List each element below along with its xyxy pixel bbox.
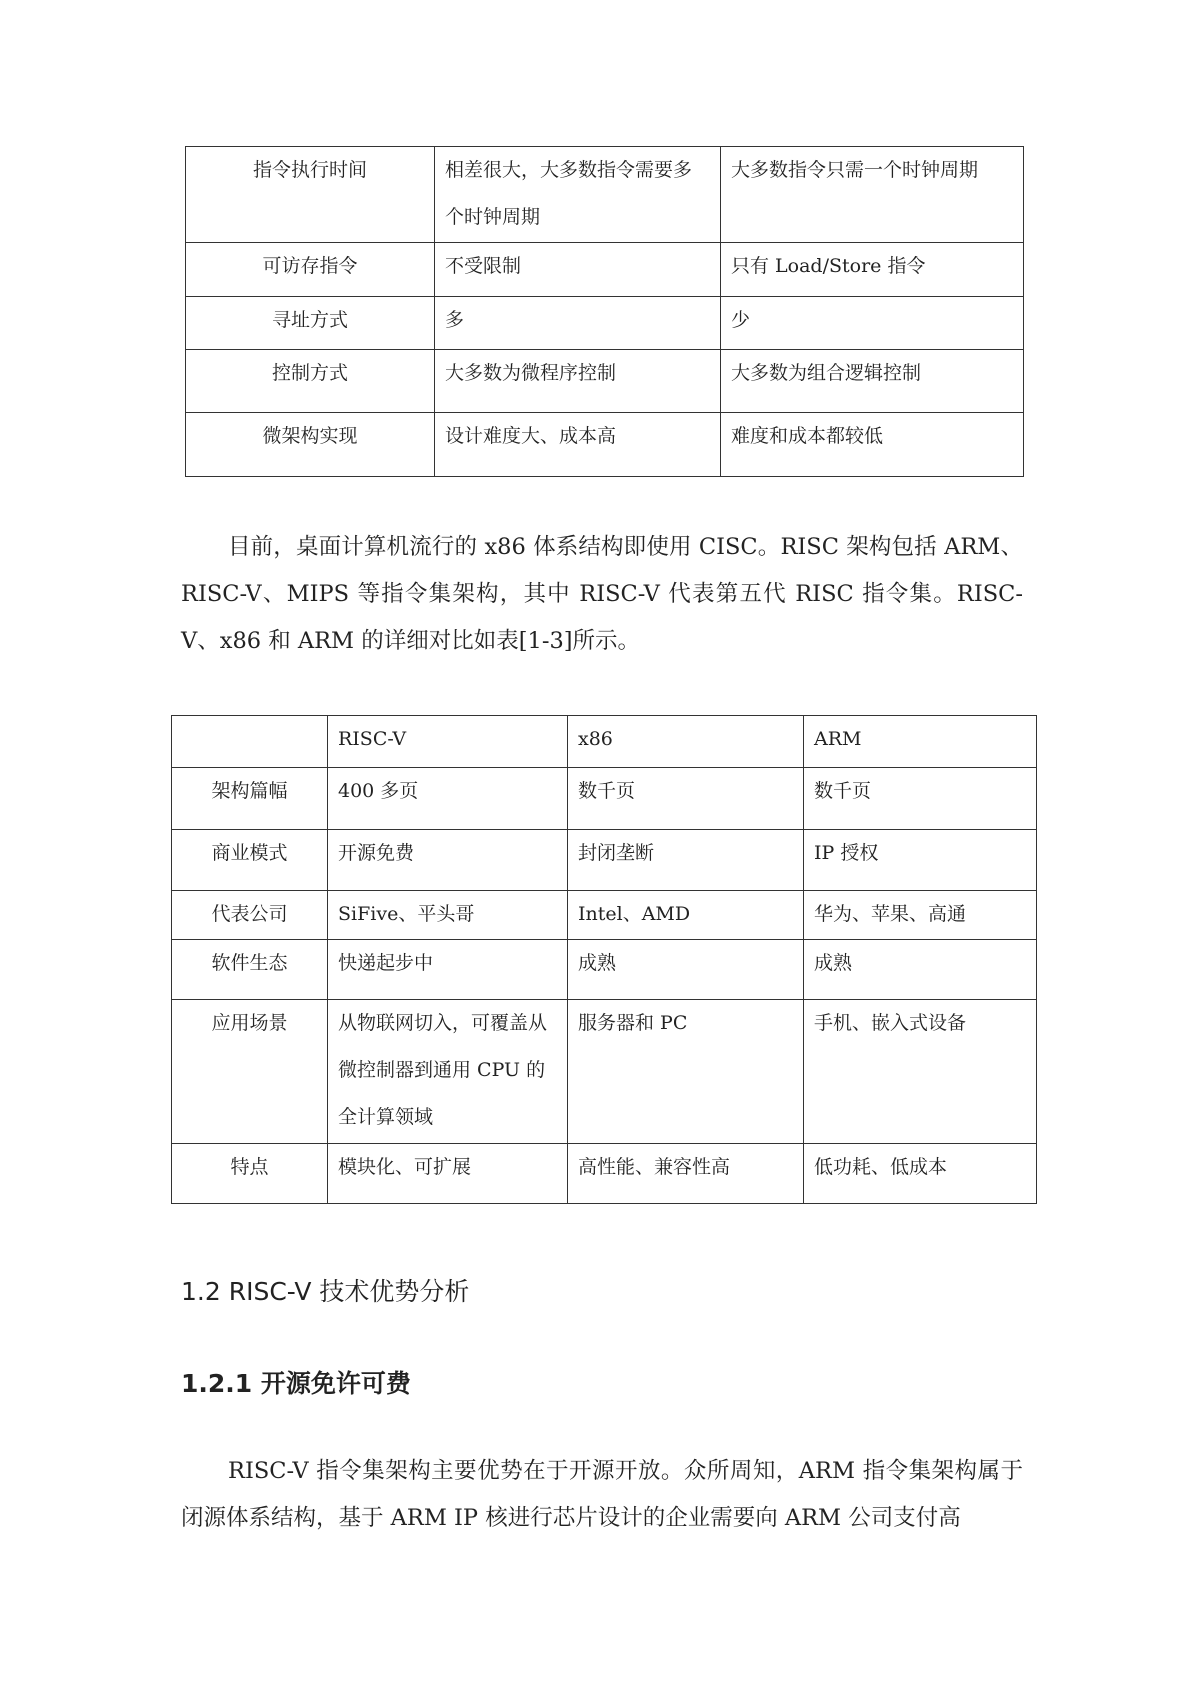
row-label-cell: 可访存指令 <box>186 243 435 297</box>
table-cell: ARM <box>804 716 1037 768</box>
table-row <box>172 1144 1037 1204</box>
row-label-cell: 寻址方式 <box>186 297 435 350</box>
row-label-cell: 架构篇幅 <box>172 768 328 830</box>
row-label-cell: 软件生态 <box>172 940 328 1000</box>
table-cell: 数千页 <box>804 768 1037 830</box>
table-row <box>186 147 1024 243</box>
row-label-cell: 微架构实现 <box>186 413 435 477</box>
table-cell: 相差很大，大多数指令需要多个时钟周期 <box>435 147 721 243</box>
table-cell: x86 <box>568 716 804 768</box>
table-row <box>172 768 1037 830</box>
table-cell: RISC-V <box>328 716 568 768</box>
paragraph-open-source: RISC-V 指令集架构主要优势在于开源开放。众所周知，ARM 指令集架构属于闭源体系结构，基于 ARM IP 核进行芯片设计的企业需要向 ARM 公司支付高 <box>181 1458 1023 1531</box>
table-cell: IP 授权 <box>804 830 1037 891</box>
table-row <box>172 940 1037 1000</box>
table-cell: 数千页 <box>568 768 804 830</box>
table-cell: 多 <box>435 297 721 350</box>
table-row <box>186 243 1024 297</box>
row-label-cell: 代表公司 <box>172 891 328 940</box>
table-cell: 大多数为微程序控制 <box>435 350 721 413</box>
table-cell: 封闭垄断 <box>568 830 804 891</box>
table-cell: 只有 Load/Store 指令 <box>721 243 1024 297</box>
section-heading-1-2-1: 1.2.1 开源免许可费 <box>181 1369 411 1398</box>
table-cell: 成熟 <box>568 940 804 1000</box>
table-cell: 手机、嵌入式设备 <box>804 1000 1037 1144</box>
table-row <box>172 716 1037 768</box>
table-row <box>172 830 1037 891</box>
cisc-risc-comparison-table <box>185 146 1024 477</box>
row-label-cell: 指令执行时间 <box>186 147 435 243</box>
table-cell: 从物联网切入，可覆盖从微控制器到通用 CPU 的全计算领域 <box>328 1000 568 1144</box>
table-cell: 400 多页 <box>328 768 568 830</box>
table-cell: 大多数指令只需一个时钟周期 <box>721 147 1024 243</box>
table-row <box>186 297 1024 350</box>
table-cell: 少 <box>721 297 1024 350</box>
table-cell: Intel、AMD <box>568 891 804 940</box>
table-row <box>172 1000 1037 1144</box>
row-label-cell: 商业模式 <box>172 830 328 891</box>
table-cell: SiFive、平头哥 <box>328 891 568 940</box>
table-cell: 服务器和 PC <box>568 1000 804 1144</box>
table-cell: 高性能、兼容性高 <box>568 1144 804 1204</box>
table-row <box>186 350 1024 413</box>
row-label-cell: 控制方式 <box>186 350 435 413</box>
row-label-cell: 特点 <box>172 1144 328 1204</box>
table-cell: 不受限制 <box>435 243 721 297</box>
table-cell: 开源免费 <box>328 830 568 891</box>
paragraph-architecture-intro: 目前，桌面计算机流行的 x86 体系结构即使用 CISC。RISC 架构包括 ARM、RISC-V、MIPS 等指令集架构，其中 RISC-V 代表第五代 RISC 指令集。RISC-V、x86 和 ARM 的详细对比如表[1-3]所示。 <box>181 534 1023 654</box>
table-cell: 华为、苹果、高通 <box>804 891 1037 940</box>
table-cell: 模块化、可扩展 <box>328 1144 568 1204</box>
section-heading-1-2: 1.2 RISC-V 技术优势分析 <box>181 1277 470 1306</box>
table-cell: 成熟 <box>804 940 1037 1000</box>
table-cell: 设计难度大、成本高 <box>435 413 721 477</box>
table-row <box>186 413 1024 477</box>
table-cell: 低功耗、低成本 <box>804 1144 1037 1204</box>
table-cell: 大多数为组合逻辑控制 <box>721 350 1024 413</box>
table-row <box>172 891 1037 940</box>
table-cell: 快递起步中 <box>328 940 568 1000</box>
row-label-cell <box>172 716 328 768</box>
table-cell: 难度和成本都较低 <box>721 413 1024 477</box>
riscv-x86-arm-comparison-table <box>171 715 1037 1204</box>
row-label-cell: 应用场景 <box>172 1000 328 1144</box>
